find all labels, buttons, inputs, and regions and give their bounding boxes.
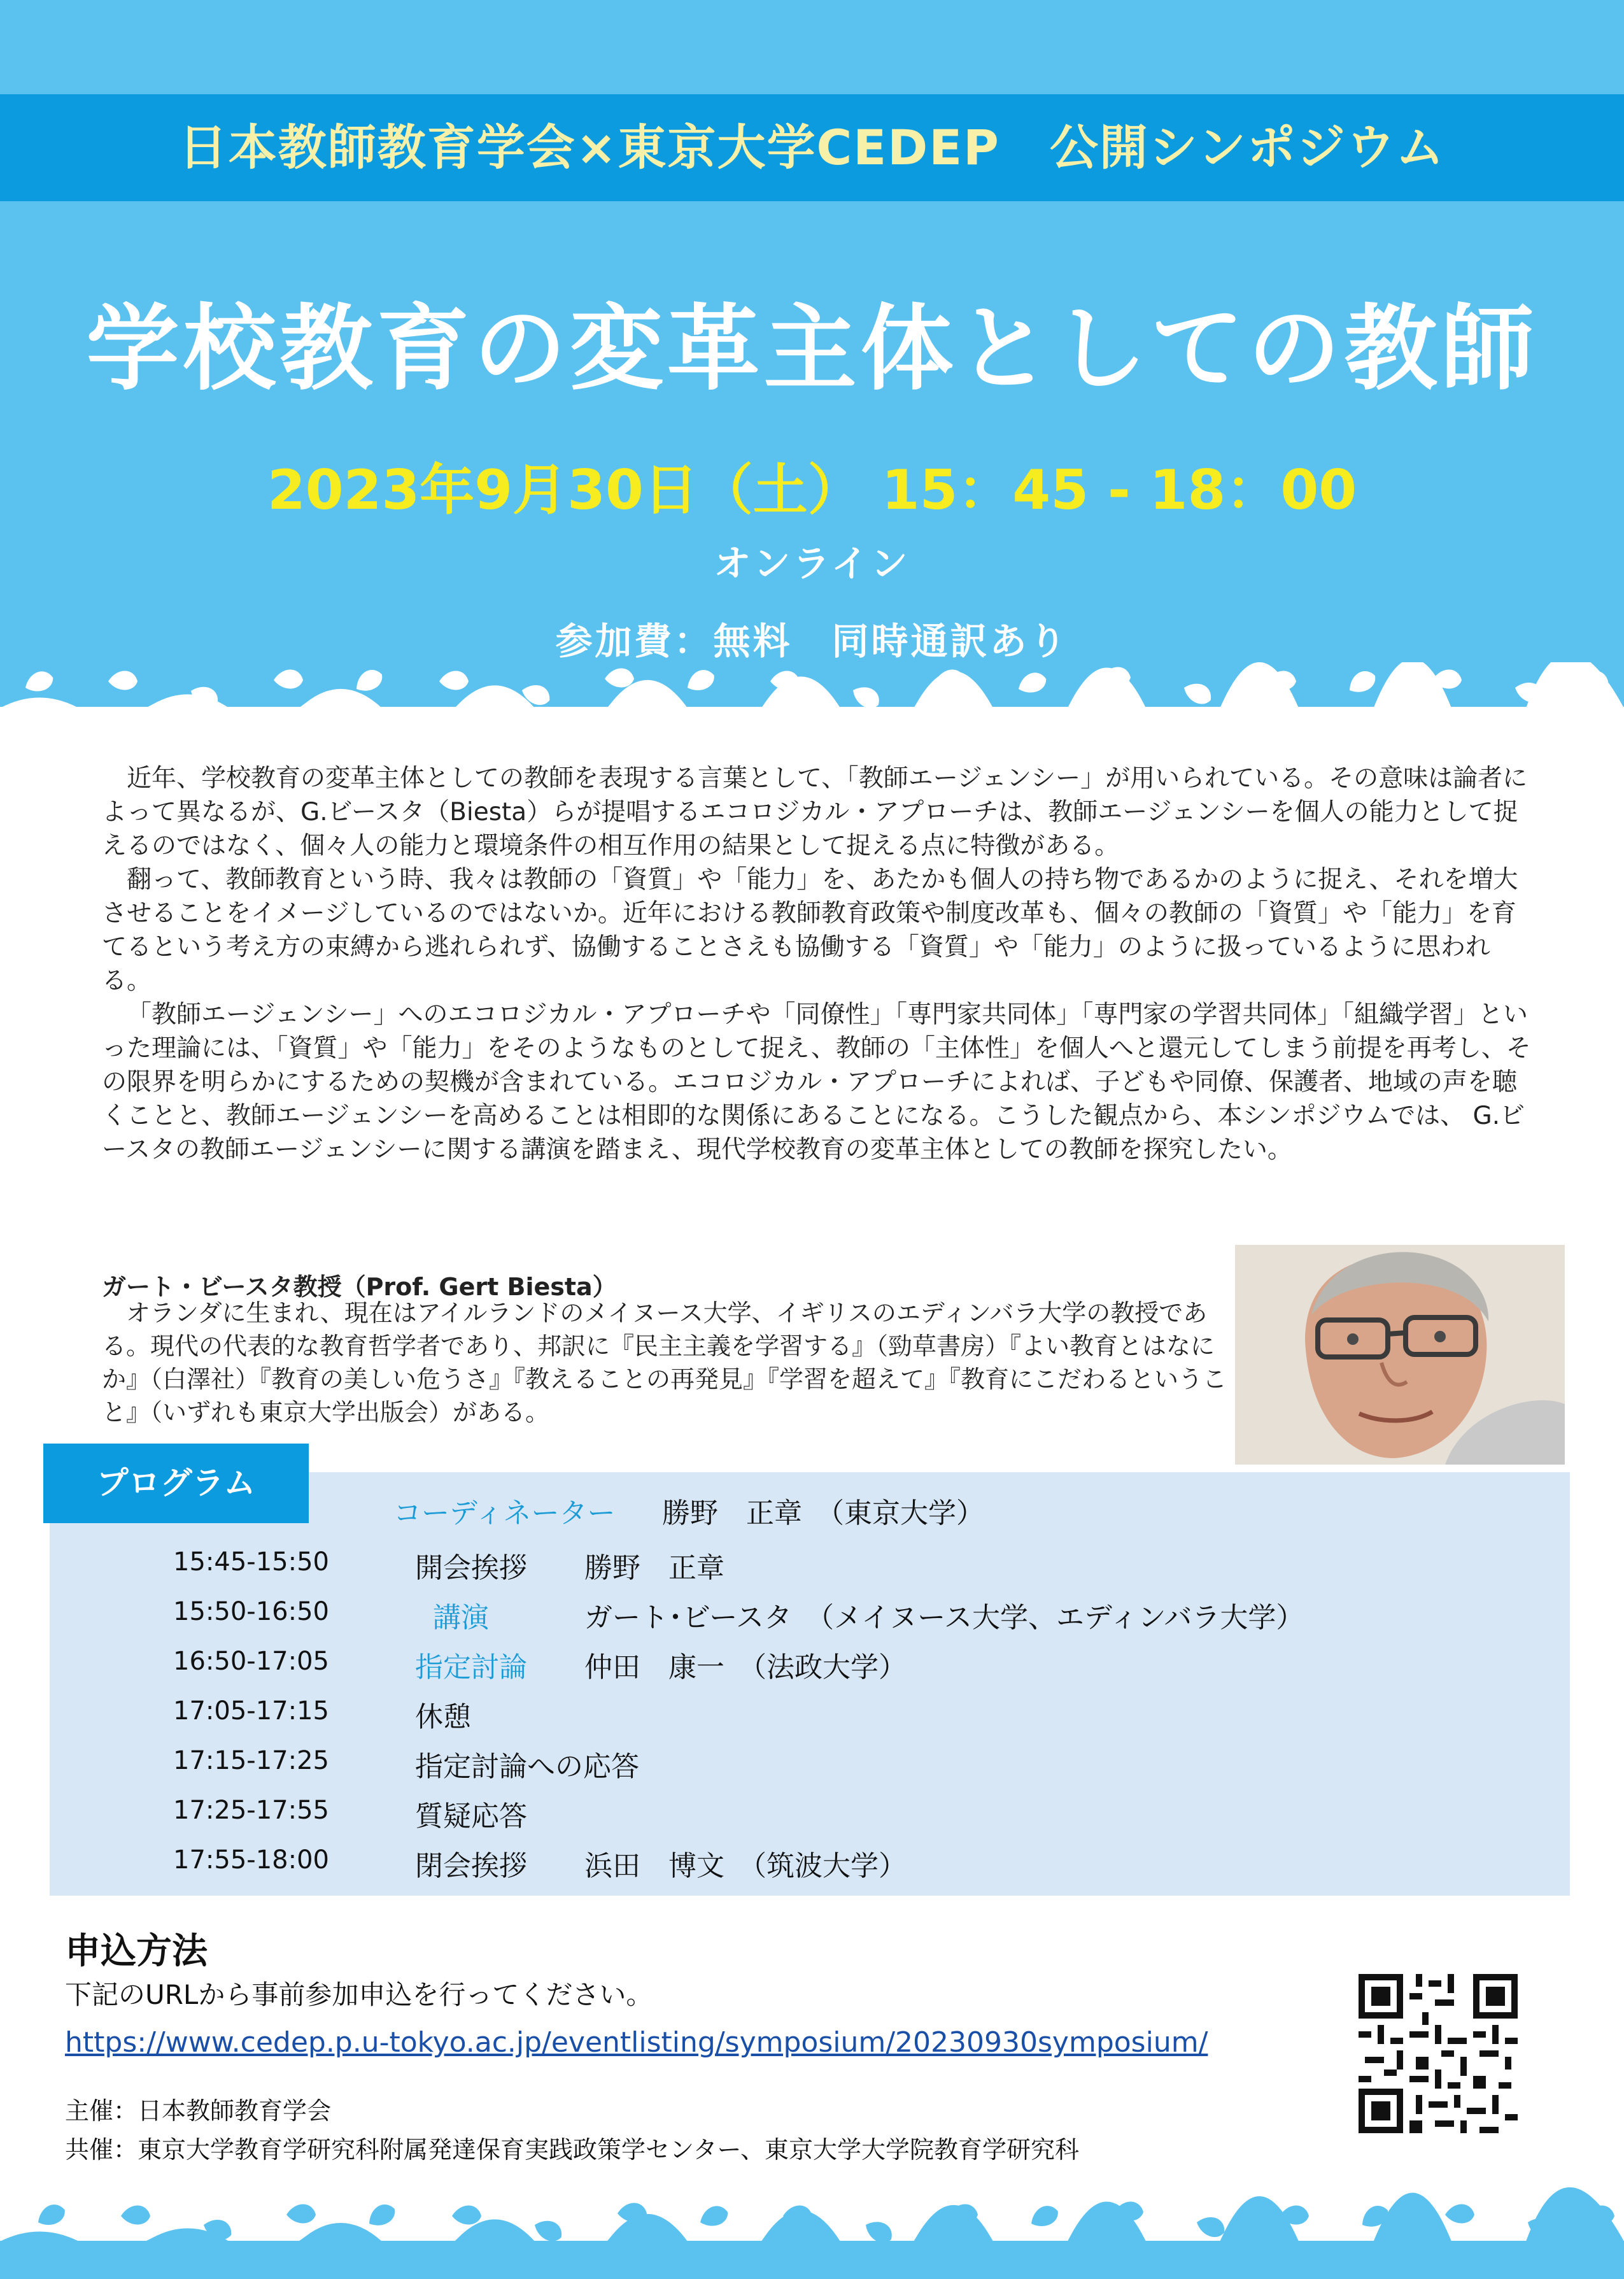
program-row-time: 16:50-17:05 [173, 1647, 329, 1676]
speaker-name: ガート・ビースタ教授（Prof. Gert Biesta） [102, 1273, 617, 1301]
application-text: 下記のURLから事前参加申込を行ってください。 [65, 1979, 653, 2010]
intro-paragraph: 翻って、教師教育という時、我々は教師の「資質」や「能力」を、あたかも個人の持ち物であるかのように捉え、それを増大させることをイメージしているのではないか。近年における教師教育政策や制度改革も、個々の教師の「資質」や「能力」を育てるという考え方の束縛から逃れられず、協働することさえも協働する「資質」や「能力」のように扱っているように思われる。 [102, 865, 1518, 995]
program-row-speaker: 浜田 博文 （筑波大学） [584, 1850, 907, 1882]
program-row-time: 15:50-16:50 [173, 1597, 329, 1626]
speaker-photo [1235, 1245, 1565, 1465]
program-row-item: 指定討論 [415, 1651, 527, 1684]
program-row-item: 閉会挨拶 [415, 1850, 527, 1882]
speaker-bio: オランダに生まれ、現在はアイルランドのメイヌース大学、イギリスのエディンバラ大学の教授である。現代の代表的な教育哲学者であり、邦訳に『民主主義を学習する』（勁草書房）『よい教育とはなにか』（白澤社）『教育の美しい危うさ』『教えることの再発見』『学習を超えて』『教育にこだわるということ』（いずれも東京大学出版会）がある。 [102, 1299, 1227, 1426]
main-title: 学校教育の変革主体としての教師 [86, 295, 1538, 403]
program-row-item: 講演 [415, 1601, 489, 1634]
co-host-organizers: 共催：東京大学教育学研究科附属発達保育実践政策学センター、東京大学大学院教育学研究科 [65, 2136, 1079, 2164]
registration-link[interactable]: https://www.cedep.p.u-tokyo.ac.jp/eventlisting/symposium/20230930symposium/ [65, 2026, 1208, 2059]
top-leaf-border-icon [0, 662, 1624, 726]
event-venue: オンライン [714, 542, 910, 585]
program-row-speaker: 勝野 正章 [584, 1552, 724, 1584]
program-row-item: 質疑応答 [415, 1800, 527, 1833]
event-date-time: 2023年9月30日（土） 15：45 - 18：00 [267, 458, 1357, 522]
intro-text [102, 762, 1534, 1167]
program-row-item: 休憩 [415, 1701, 471, 1733]
program-row-time: 17:55-18:00 [173, 1845, 329, 1875]
speaker-portrait-icon [1235, 1245, 1565, 1465]
program-row-time: 15:45-15:50 [173, 1547, 329, 1577]
intro-paragraph: 「教師エージェンシー」へのエコロジカル・アプローチや「同僚性」「専門家共同体」「専門家の学習共同体」「組織学習」といった理論には、「資質」や「能力」をそのようなものとして捉え、教師の「主体性」を個人へと還元してしまう前提を再考し、その限界を明らかにするための契機が含まれている。エコロジカル・アプローチによれば、子どもや同僚、保護者、地域の声を聴くことと、教師エージェンシーを高めることは相即的な関係にあることになる。こうした観点から、本シンポジウムでは、 G.ビースタの教師エージェンシーに関する講演を踏まえ、現代学校教育の変革主体としての教師を探究したい。 [102, 1000, 1531, 1164]
bottom-leaf-border-icon [0, 2184, 1624, 2248]
program-tab-label: プログラム [96, 1465, 256, 1502]
program-row-speaker: ガート･ビースタ （メイヌース大学、エディンバラ大学） [584, 1601, 1304, 1634]
coordinator-role: コーディネーター [393, 1497, 616, 1530]
coordinator-name: 勝野 正章 （東京大学） [662, 1497, 984, 1530]
program-row-speaker: 仲田 康一 （法政大学） [584, 1651, 907, 1684]
org-title: 日本教師教育学会×東京大学CEDEP 公開シンポジウム [178, 119, 1446, 176]
qr-code-icon[interactable] [1359, 1974, 1518, 2133]
program-row-time: 17:25-17:55 [173, 1796, 329, 1825]
program-row-time: 17:05-17:15 [173, 1696, 329, 1726]
application-heading: 申込方法 [65, 1931, 208, 1972]
intro-paragraph: 近年、学校教育の変革主体としての教師を表現する言葉として、「教師エージェンシー」が用いられている。その意味は論者によって異なるが、G.ビースタ（Biesta）らが提唱するエコロジカル・アプローチは、教師エージェンシーを個人の能力として捉えるのではなく、個々人の能力と環境条件の相互作用の結果として捉える点に特徴がある。 [102, 764, 1528, 860]
host-organizer: 主催：日本教師教育学会 [65, 2097, 332, 2125]
event-fee: 参加費：無料 同時通訳あり [555, 620, 1069, 663]
program-row-item: 指定討論への応答 [415, 1750, 639, 1783]
bottom-band [0, 2241, 1624, 2279]
program-row-time: 17:15-17:25 [173, 1746, 329, 1775]
program-row-item: 開会挨拶 [415, 1552, 527, 1584]
